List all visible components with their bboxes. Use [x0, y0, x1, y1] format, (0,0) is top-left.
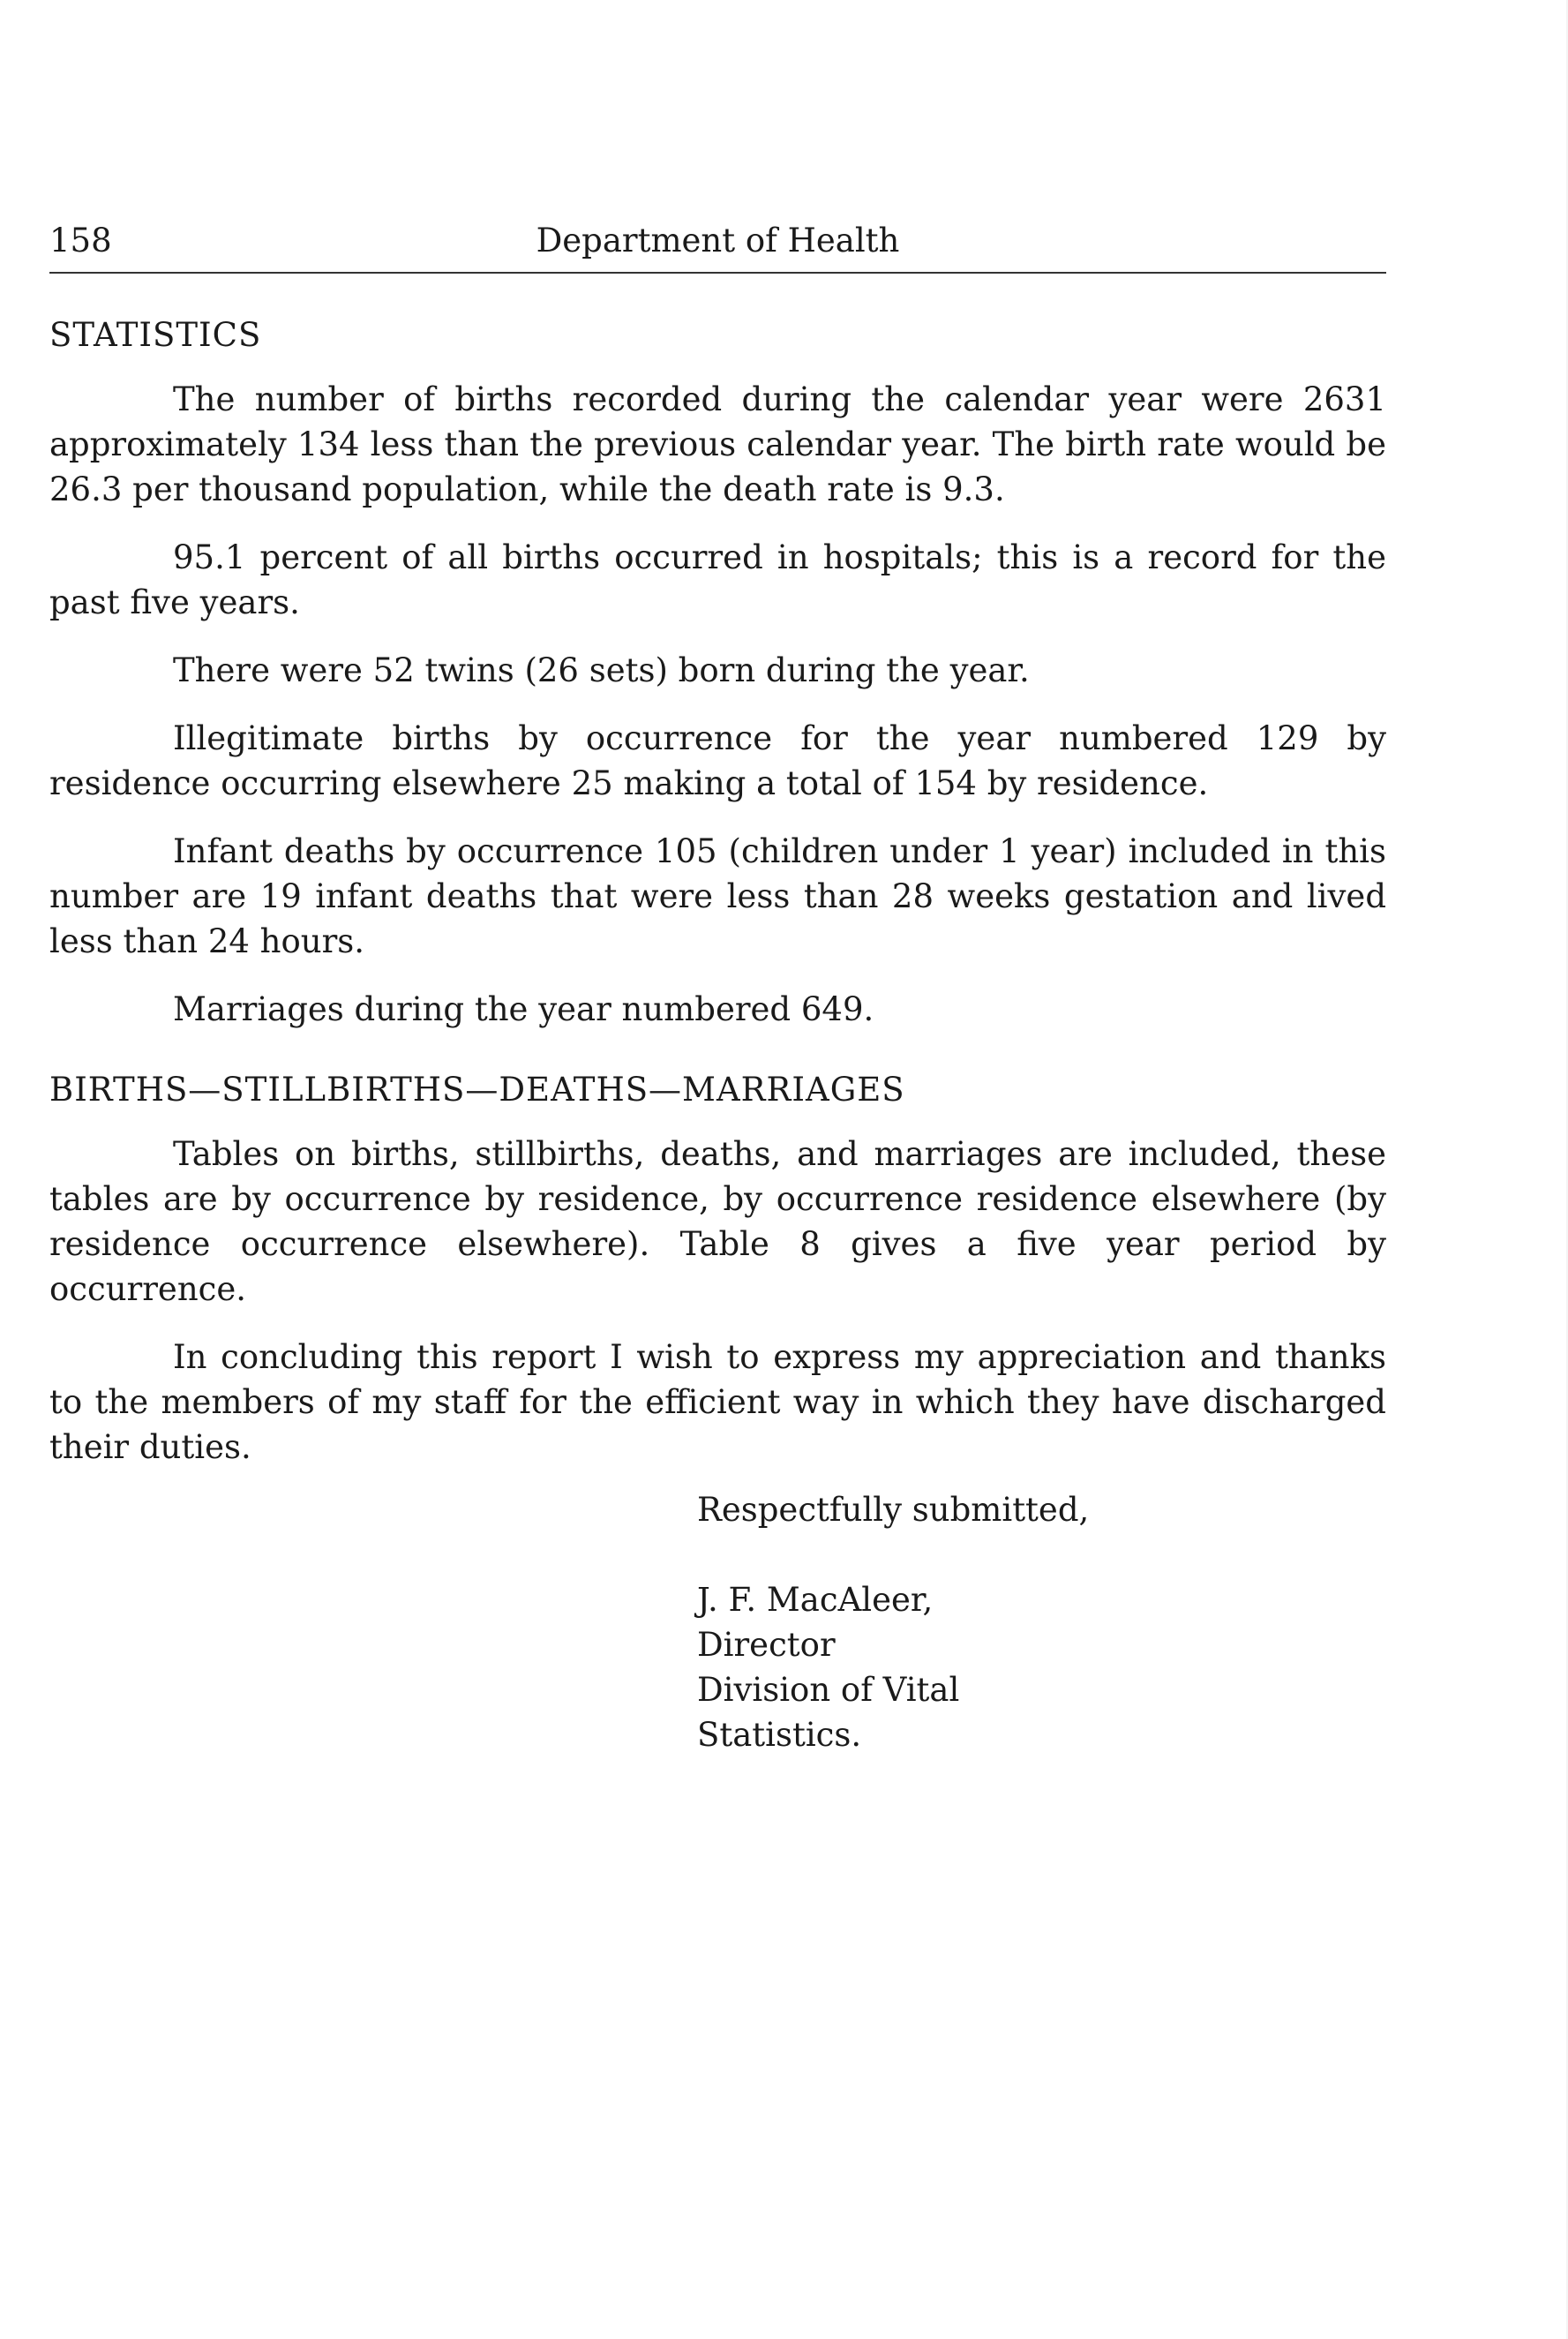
section-heading-statistics: STATISTICS	[49, 316, 262, 354]
signature-block	[697, 1487, 1386, 1757]
signature-name: J. F. MacAleer,	[697, 1581, 934, 1619]
paragraph-tables: Tables on births, stillbirths, deaths, and marriages are included, these tables are by occurrence by residence, by occurrence residence elsewhere (by residence occurrence elsewhere). Table 8 gives a five year period by occurrence.	[49, 1135, 1386, 1308]
signature-closing: Respectfully submitted,	[697, 1491, 1090, 1529]
page-number: 158	[49, 222, 112, 259]
paragraph-hospital-births: 95.1 percent of all births occurred in hospitals; this is a record for the past five years.	[49, 538, 1386, 621]
header-rule	[49, 272, 1386, 274]
paragraph-twins: There were 52 twins (26 sets) born during the year.	[173, 651, 1030, 689]
paragraph-illegitimate-births: Illegitimate births by occurrence for the year numbered 129 by residence occurring elsewhere 25 making a total of 154 by residence.	[49, 719, 1386, 802]
running-head	[49, 219, 1386, 263]
signature-title: Director	[697, 1626, 836, 1664]
paragraph-concluding: In concluding this report I wish to express my appreciation and thanks to the members of my staff for the efficient way in which they have discharged their duties.	[49, 1338, 1386, 1466]
signature-division-cont: Statistics.	[697, 1716, 862, 1754]
paragraph-infant-deaths: Infant deaths by occurrence 105 (children under 1 year) included in this number are 19 infant deaths that were less than 28 weeks gestation and lived less than 24 hours.	[49, 832, 1386, 960]
signature-division: Division of Vital	[697, 1671, 960, 1709]
body-text	[49, 312, 1386, 1757]
running-title: Department of Health	[536, 222, 900, 259]
paragraph-births-recorded: The number of births recorded during the calendar year were 2631 approximately 134 less than the previous calendar year. The birth rate would be 26.3 per thousand population, while the death rate is 9.3.	[49, 380, 1386, 508]
paragraph-marriages: Marriages during the year numbered 649.	[173, 990, 874, 1028]
section-heading-births-stillbirths-deaths-marriages: BIRTHS—STILLBIRTHS—DEATHS—MARRIAGES	[49, 1071, 905, 1109]
